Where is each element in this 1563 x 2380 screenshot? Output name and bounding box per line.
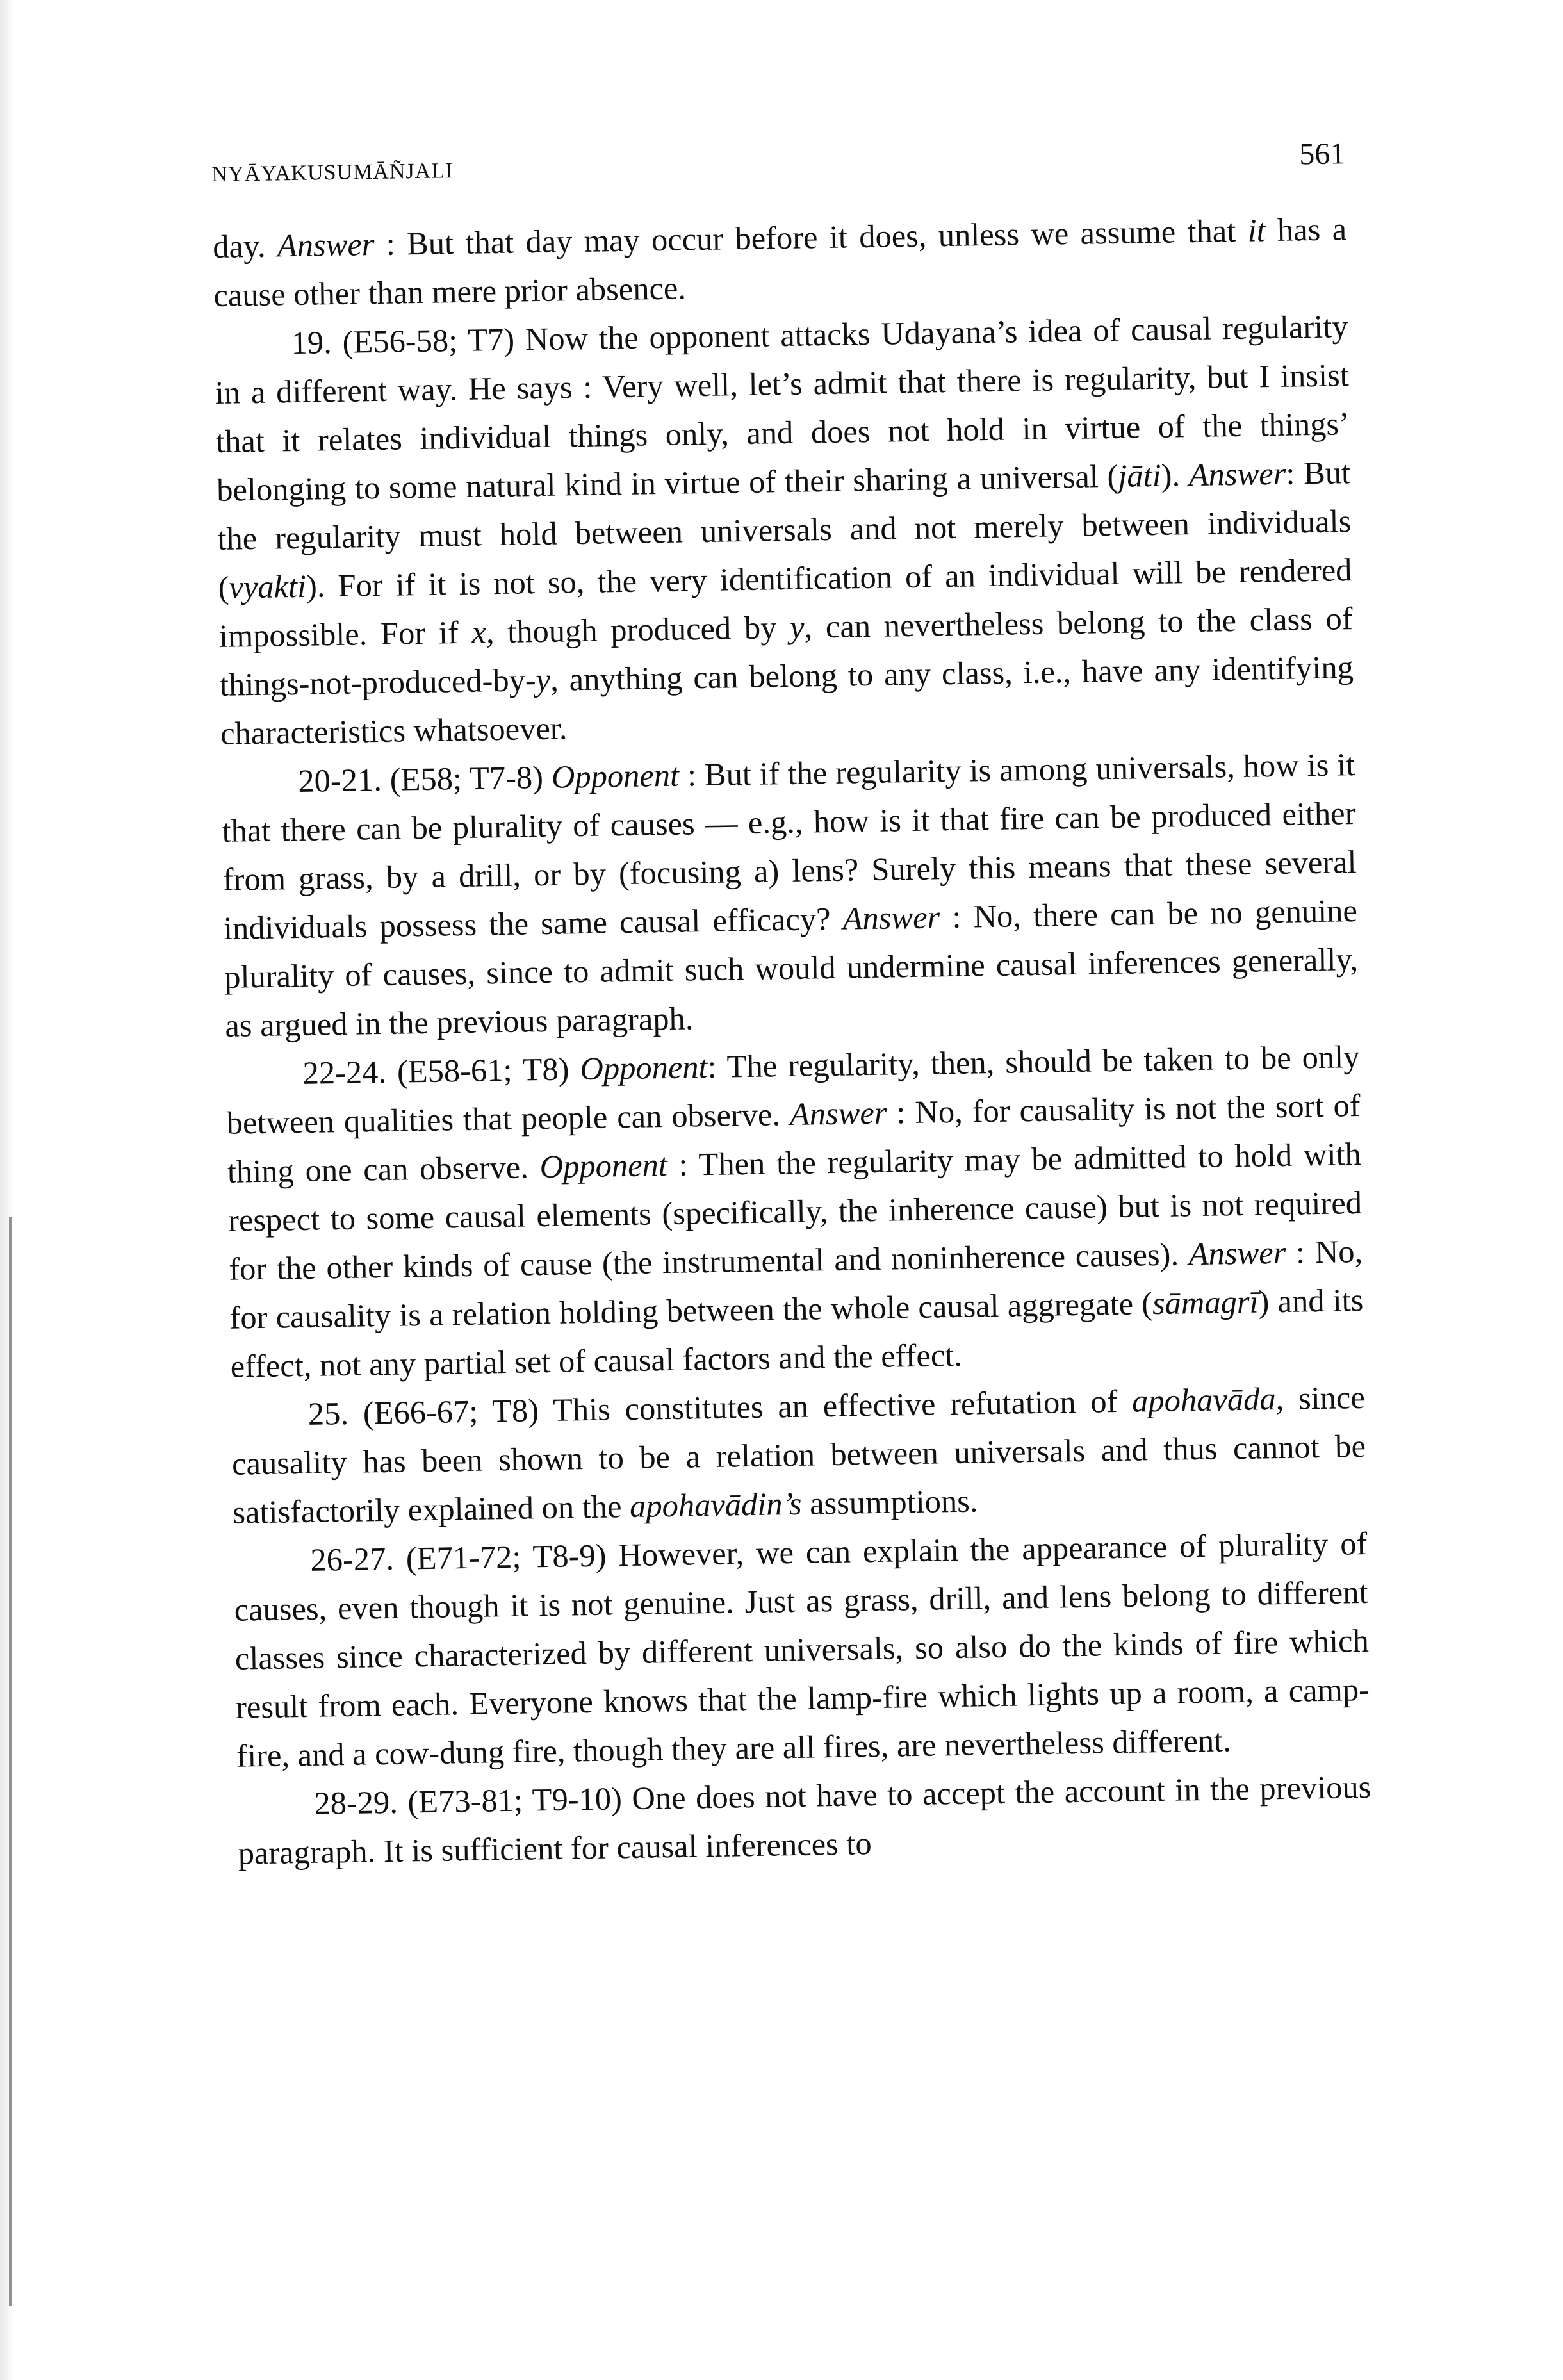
paragraph-reference: (E66-67; T8) [363, 1392, 539, 1431]
paragraph-reference: (E71-72; T8-9) [405, 1537, 607, 1577]
text-run: , though produced by [486, 609, 790, 650]
text-run: : The regularity, then, should be taken to be only between qualities that people can observe. [226, 1038, 1360, 1141]
paragraph [231, 1373, 1366, 1537]
paragraph-number: 22-24. [302, 1053, 387, 1091]
binding-shadow [9, 1217, 12, 2306]
italic-term: y [536, 661, 551, 698]
text-run: However, we can explain the appearance of plurality of causes, even though it is not genuine. Just as grass, drill, and lens belong to different classes since characterized by different universals, so also do the kinds of fire which result from each. Everyone knows that the lamp-fire which lights up a room, a camp-fire, and a cow-dung fire, though they are all fires, are nevertheless different. [234, 1525, 1370, 1774]
text-run: day. [212, 227, 278, 265]
italic-term: it [1247, 212, 1266, 249]
text-run: One does not have to accept the account in the previous paragraph. It is sufficient for causal inferences to [238, 1768, 1371, 1871]
text-run: , anything can belong to any class, i.e., have any identifying characteristics whatsoever. [220, 649, 1354, 751]
paragraph-reference: (E56-58; T7) [342, 321, 515, 360]
text-run: Now the opponent attacks Udayana’s idea of causal regularity in a different way. He says : Very well, let’s admit that there is regularity, but I insist that it relates individual things only, and does not hold in virtue of the things’ belonging to some natural kind in virtue of their sharing a universal ( [215, 308, 1350, 508]
text-run: has a cause other than mere prior absence. [213, 211, 1347, 313]
paragraph [221, 740, 1359, 1050]
paragraph-number: 25. [307, 1395, 349, 1432]
text-run: ) and its effect, not any partial set of causal factors and the effect. [230, 1281, 1364, 1384]
text-run: ). [1161, 457, 1190, 493]
paragraph-reference: (E73-81; T9-10) [407, 1780, 623, 1820]
text-run: : But that day may occur before it does, unless we assume that [373, 212, 1248, 263]
paragraph [233, 1519, 1371, 1780]
italic-term: vyakti [229, 568, 307, 605]
italic-term: Opponent [579, 1049, 708, 1087]
paragraph-continuation [213, 204, 1348, 320]
paragraph-reference: (E58-61; T8) [397, 1051, 569, 1090]
text-run: ). For if it is not so, the very identification of an individual will be rendered impossible. For if [218, 552, 1352, 654]
text-run: , since causality has been shown to be a relation between universals and thus cannot be satisfactorily explained on the [231, 1379, 1366, 1531]
paragraph [214, 302, 1355, 758]
italic-term: Answer [842, 899, 940, 937]
italic-term: Opponent [551, 757, 680, 795]
text-run: This constitutes an effective refutation of [552, 1383, 1133, 1428]
text-run: , can nevertheless belong to the class of things-not-produced-by- [219, 600, 1354, 703]
running-head: NYĀYAKUSUMĀÑJALI [211, 159, 454, 186]
body-text [213, 204, 1372, 1877]
page-number: 561 [1298, 136, 1346, 172]
paragraph-reference: (E58; T7-8) [389, 759, 544, 798]
text-run: assumptions. [801, 1482, 978, 1522]
text-run: : But the regularity must hold between universals and not merely between individuals ( [217, 454, 1352, 605]
text-run: : No, there can be no genuine plurality of causes, since to admit such would undermine causal inferences generally, as argued in the previous paragraph. [224, 892, 1359, 1044]
italic-term: apohavādin’s [629, 1485, 802, 1524]
paragraph-number: 20-21. [297, 761, 382, 799]
page-header [211, 136, 1346, 189]
text-run: : No, for causality is a relation holding between the whole causal aggregate ( [229, 1233, 1363, 1336]
italic-term: Answer [1188, 1234, 1286, 1272]
italic-term: Answer [1188, 455, 1286, 493]
italic-term: Answer [277, 226, 375, 264]
italic-term: jāti [1117, 457, 1162, 494]
paragraph-number: 28-29. [314, 1784, 398, 1821]
italic-term: x [471, 614, 487, 650]
binding-edge [0, 0, 14, 2380]
paragraph-number: 19. [291, 324, 332, 361]
text-run: : Then the regularity may be admitted to hold with respect to some causal elements (specifically, the inherence cause) but is not required for the other kinds of cause (the instrumental and noninherence causes). [227, 1136, 1363, 1287]
book-page [211, 136, 1372, 1877]
italic-term: apohavāda [1131, 1381, 1276, 1419]
text-run: : No, for causality is not the sort of thing one can observe. [227, 1087, 1361, 1190]
italic-term: sāmagrī [1152, 1283, 1259, 1322]
text-run: : But if the regularity is among universals, how is it that there can be plurality of causes — e.g., how is it that fire can be produced either from grass, by a drill, or by (focusing a) lens? Surely this means that these several individuals possess the same causal efficacy? [222, 746, 1357, 946]
paragraph [225, 1032, 1364, 1391]
italic-term: Answer [789, 1094, 887, 1132]
paragraph-number: 26-27. [310, 1540, 395, 1578]
italic-term: y [789, 609, 805, 645]
paragraph [237, 1762, 1372, 1878]
italic-term: Opponent [539, 1147, 668, 1185]
